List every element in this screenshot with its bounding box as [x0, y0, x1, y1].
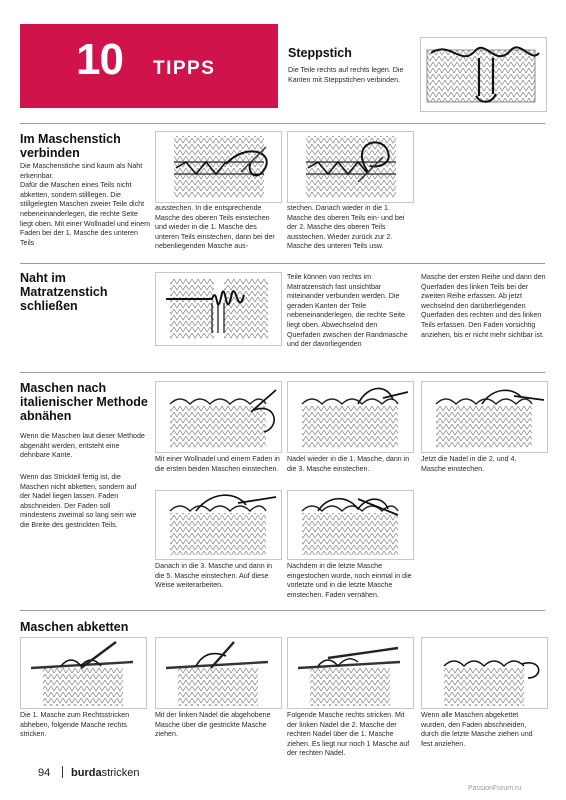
- section-divider: [20, 263, 545, 264]
- maschenstich-caption-1: ausstechen. In die entsprechende Masche des oberen Teils einstechen und wieder in die 1. Masche des unteren Teils einstechen, dann bei der nebenliegenden Masche aus-: [155, 204, 275, 251]
- italienisch-intro-1: Wenn die Maschen laut dieser Methode abgenäht werden, entsteht eine dehnbare Kante.: [20, 432, 145, 460]
- abketten-caption-2: Mit der linken Nadel die abgehobene Masche über die gestrickte Masche ziehen.: [155, 711, 271, 739]
- italienisch-illustration-1: [155, 381, 282, 453]
- section-divider: [20, 610, 545, 611]
- abketten-illustration-2: [155, 637, 282, 709]
- steppstich-illustration: [420, 37, 547, 112]
- maschenstich-caption-2: stechen. Danach wieder in die 1. Masche des oberen Teils ein- und bei der 2. Masche des oberen Teils ausstechen. Wieder zurück zur 2. Masche des unteren Teils usw.: [287, 204, 405, 251]
- abketten-caption-1: Die 1. Masche zum Rechtsstricken abheben, folgende Masche rechts stricken.: [20, 711, 130, 739]
- page-number: 94: [38, 767, 51, 779]
- italienisch-caption-5: Nachdem in die letzte Masche eingestochen wurde, noch einmal in die vorletzte und in die letzte Masche einstechen. Faden vernähen.: [287, 562, 412, 599]
- abketten-caption-3: Folgende Masche rechts stricken. Mit der linken Nadel die 2. Masche der rechten Nadel über die 1. Masche ziehen. Es liegt nur noch 1 Masche auf der rechten Nadel.: [287, 711, 410, 758]
- italienisch-illustration-3: [421, 381, 548, 453]
- maschenstich-title: Im Maschenstich verbinden: [20, 132, 121, 160]
- matratzenstich-text-1: Teile können von rechts im Matratzenstich fast unsichtbar miteinander verbunden werden. Die geraden Kanten der Teile nebeneinanderlegen, die rechte Seite liegt oben. Abwechselnd den Querfaden zwischen der Randmasche und der davorliegenden: [287, 273, 408, 349]
- abketten-title: Maschen abketten: [20, 620, 129, 634]
- section-divider: [20, 123, 545, 124]
- watermark: PassionForum.ru: [468, 785, 522, 792]
- italienisch-caption-3: Jetzt die Nadel in die 2. und 4. Masche einstechen.: [421, 455, 517, 473]
- italienisch-title: Maschen nach italienischer Methode abnähen: [20, 381, 148, 423]
- matratzenstich-illustration: [155, 272, 282, 346]
- italienisch-caption-2: Nadel wieder in die 1. Masche, dann in die 3. Masche einstechen.: [287, 455, 410, 473]
- italienisch-intro-2: Wenn das Strickteil fertig ist, die Maschen nicht abketten, sondern auf der Nadel liegen lassen. Faden abschneiden. Der Faden soll mindestens zweimal so lang sein wie die Breite des gestrickten Teils.: [20, 473, 137, 529]
- matratzenstich-title: Naht im Matratzenstich schließen: [20, 271, 108, 313]
- maschenstich-illustration-1: [155, 131, 282, 203]
- abketten-illustration-4: [421, 637, 548, 709]
- italienisch-caption-4: Danach in die 3. Masche und dann in die 5. Masche einstechen. Auf diese Weise weiterarbeiten.: [155, 562, 273, 590]
- italienisch-illustration-5: [287, 490, 414, 560]
- steppstich-text: Die Teile rechts auf rechts legen. Die Kanten mit Steppstichen verbinden.: [288, 66, 404, 84]
- maschenstich-illustration-2: [287, 131, 414, 203]
- footer-brand-bold: burda: [71, 767, 102, 779]
- footer-divider: [62, 766, 63, 778]
- title-banner: [20, 24, 278, 108]
- italienisch-illustration-2: [287, 381, 414, 453]
- abketten-illustration-3: [287, 637, 414, 709]
- footer-brand: [71, 767, 139, 779]
- footer-brand-rest: stricken: [101, 767, 140, 779]
- banner-word: TIPPS: [153, 58, 216, 79]
- abketten-caption-4: Wenn alle Maschen abgekettet wurden, den Faden abschneiden, durch die letzte Masche ziehen und fest anziehen.: [421, 711, 533, 748]
- steppstich-title: Steppstich: [288, 46, 352, 60]
- matratzenstich-text-2: Masche der ersten Reihe und dann den Querfaden des linken Teils bei der zweiten Reihe erfassen. Ab jetzt wechselnd den darüberliegenden Querfaden des rechten und des linken Teils erfassen. Den Faden vorsichtig anziehen, bis er nicht mehr sichtbar ist.: [421, 273, 546, 339]
- section-divider: [20, 372, 545, 373]
- abketten-illustration-1: [20, 637, 147, 709]
- italienisch-illustration-4: [155, 490, 282, 560]
- maschenstich-intro: Die Maschenstiche sind kaum als Naht erkennbar. Dafür die Maschen eines Teils nicht abketten, sondern stilllegen. Die stillgelegten Maschen zweier Teile dicht nebeneinanderlegen, die rechte Seite liegt oben. Mit einer Wollnadel und einem Faden bei der 1. Masche des unteren Teils: [20, 162, 150, 247]
- italienisch-caption-1: Mit einer Wollnadel und einem Faden in die ersten beiden Maschen einstechen.: [155, 455, 280, 473]
- banner-number: 10: [76, 35, 123, 84]
